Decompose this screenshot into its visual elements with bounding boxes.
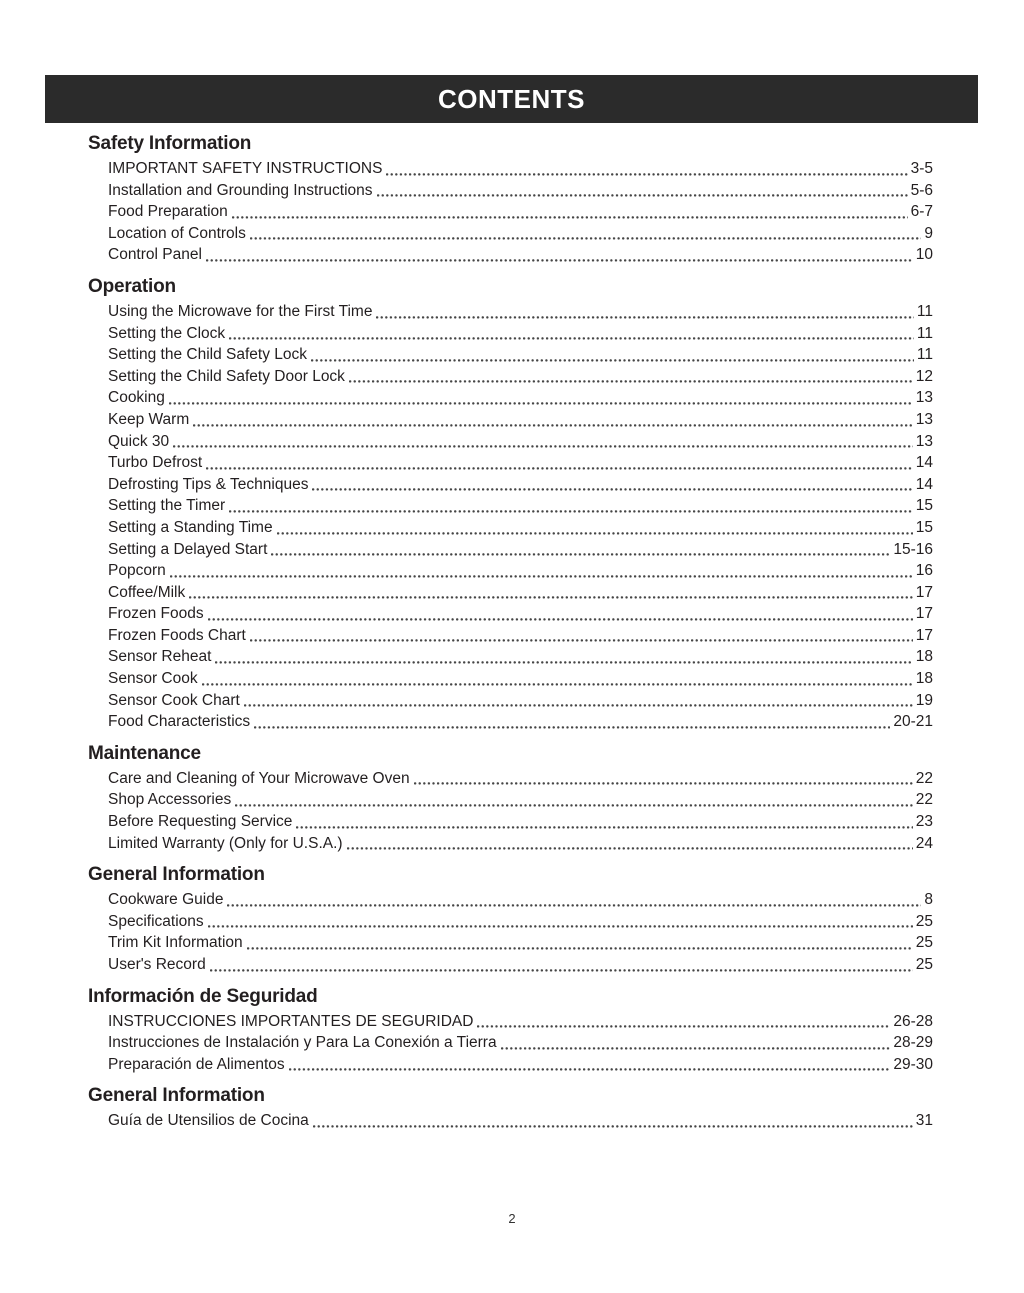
toc-entry-label: Trim Kit Information [108,934,243,952]
dotted-leader [225,323,917,345]
toc-section [88,985,933,1076]
toc-entry-label: Control Panel [108,246,202,264]
toc-entry [88,911,933,933]
dotted-leader [345,366,916,388]
toc-entry [88,180,933,202]
toc-section [88,742,933,854]
dotted-leader [273,517,916,539]
toc-entry [88,366,933,388]
toc-entry-page-number: 8 [924,891,933,909]
toc-entry-label: Sensor Cook [108,670,198,688]
dotted-leader [166,560,916,582]
toc-entry-page-number: 15 [915,518,933,536]
toc-entry [88,517,933,539]
dotted-leader [243,932,916,954]
toc-entry-label: Before Requesting Service [108,813,293,831]
toc-entry [88,387,933,409]
toc-entry-page-number: 3-5 [910,160,933,177]
toc-entry [88,1054,933,1076]
toc-entry-label: Setting the Child Safety Lock [108,346,308,364]
toc-entry-page-number: 9 [924,224,933,242]
dotted-leader [250,711,893,733]
toc-entry [88,646,933,668]
dotted-leader [309,1110,916,1132]
dotted-leader [211,646,915,668]
dotted-leader [231,789,916,811]
toc-entry-page-number: 31 [915,1112,933,1130]
toc-entry-page-number: 23 [915,813,933,831]
dotted-leader [165,387,916,409]
toc-entry [88,201,933,223]
dotted-leader [202,244,916,266]
toc-entry-label: Installation and Grounding Instructions [108,181,373,199]
toc-entry-label: Turbo Defrost [108,454,203,472]
toc-entry [88,223,933,245]
dotted-leader [292,811,915,833]
dotted-leader [410,768,916,790]
toc-entry-page-number: 14 [915,454,933,472]
contents-header-bar [45,75,978,123]
toc-entry [88,409,933,431]
toc-entry [88,244,933,266]
toc-entry-page-number: 17 [915,626,933,644]
toc-entry-page-number: 25 [915,956,933,973]
dotted-leader [223,889,924,911]
dotted-leader [225,495,916,517]
toc-entry-page-number: 5-6 [910,181,933,199]
toc-entry-page-number: 28-29 [893,1034,933,1052]
toc-entry-label: Sensor Cook Chart [108,691,240,709]
toc-entry-page-number: 17 [915,605,933,623]
toc-entry [88,431,933,453]
toc-entry-label: Food Characteristics [108,713,251,731]
toc-entry-page-number: 15 [915,497,933,515]
dotted-leader [185,582,916,604]
toc-entry-page-number: 13 [915,389,933,407]
toc-entry-page-number: 25 [915,934,933,952]
toc-entry-label: Setting the Clock [108,324,226,342]
toc-entry-page-number: 10 [915,246,933,264]
toc-entry-label: Shop Accessories [108,791,232,809]
toc-entry-page-number: 11 [916,302,933,320]
toc-entry [88,833,933,855]
toc-section [88,863,933,975]
toc-entry-label: Setting the Timer [108,497,226,515]
toc-entry-page-number: 13 [915,432,933,450]
toc-entry-label: Setting the Child Safety Door Lock [108,367,345,385]
toc-entry [88,1110,933,1132]
toc-entry-label: Cooking [108,389,165,407]
toc-entry [88,323,933,345]
toc-entry-label: Popcorn [108,562,166,580]
dotted-leader [343,833,916,855]
section-heading: Operation [88,275,176,297]
toc-entry-label: Specifications [108,912,204,930]
toc-entry [88,582,933,604]
toc-entry-page-number: 26-28 [893,1012,933,1030]
table-of-contents [88,132,933,1132]
toc-entry-page-number: 11 [916,324,933,342]
toc-entry-label: Food Preparation [108,203,228,221]
toc-entry-label: Setting a Standing Time [108,518,273,536]
dotted-leader [473,1011,893,1033]
toc-entry-page-number: 22 [915,769,933,787]
toc-entry-label: Keep Warm [108,410,190,428]
toc-entry-page-number: 15-16 [893,540,933,558]
dotted-leader [497,1032,894,1054]
dotted-leader [169,431,916,453]
dotted-leader [382,158,910,180]
dotted-leader [204,911,916,933]
toc-entry-page-number: 6-7 [910,203,933,221]
dotted-leader [189,409,915,431]
dotted-leader [198,668,916,690]
toc-entry [88,474,933,496]
toc-entry-page-number: 20-21 [893,713,933,731]
toc-entry-label: Quick 30 [108,432,170,450]
dotted-leader [206,954,916,976]
toc-entry [88,560,933,582]
toc-entry-label: Instrucciones de Instalación y Para La Conexión a Tierra [108,1034,497,1052]
dotted-leader [267,539,893,561]
toc-entry-page-number: 24 [915,834,933,852]
toc-entry [88,344,933,366]
toc-entry-label: Preparación de Alimentos [108,1055,285,1073]
dotted-leader [285,1054,894,1076]
toc-entry-label: IMPORTANT SAFETY INSTRUCTIONS [108,160,383,177]
toc-entry-label: Coffee/Milk [108,583,186,601]
dotted-leader [240,690,916,712]
toc-entry-label: User's Record [108,956,206,973]
toc-entry-label: Using the Microwave for the First Time [108,302,373,320]
toc-entry [88,495,933,517]
toc-entry [88,539,933,561]
toc-entry [88,789,933,811]
toc-entry [88,158,933,180]
toc-entry [88,603,933,625]
toc-entry [88,811,933,833]
toc-section [88,132,933,266]
toc-entry [88,301,933,323]
dotted-leader [246,223,925,245]
toc-entry [88,889,933,911]
toc-entry-page-number: 12 [915,367,933,385]
toc-entry-page-number: 19 [915,691,933,709]
toc-entry-page-number: 25 [915,912,933,930]
toc-entry-label: Frozen Foods Chart [108,626,246,644]
toc-entry-label: Defrosting Tips & Techniques [108,475,309,493]
toc-section [88,1084,933,1132]
toc-entry [88,625,933,647]
toc-entry-page-number: 18 [915,670,933,688]
dotted-leader [228,201,911,223]
toc-entry-label: Limited Warranty (Only for U.S.A.) [108,834,343,852]
dotted-leader [373,180,911,202]
toc-entry [88,452,933,474]
toc-entry [88,1032,933,1054]
toc-entry-page-number: 16 [915,562,933,580]
toc-entry-label: Guía de Utensilios de Cocina [108,1112,309,1130]
section-heading: Maintenance [88,742,201,764]
dotted-leader [246,625,916,647]
toc-entry-page-number: 22 [915,791,933,809]
dotted-leader [202,452,916,474]
toc-entry-label: Cookware Guide [108,891,224,909]
toc-entry [88,711,933,733]
section-heading: General Information [88,1085,265,1107]
toc-entry-page-number: 17 [915,583,933,601]
toc-entry-page-number: 18 [915,648,933,666]
toc-entry-label: Sensor Reheat [108,648,212,666]
toc-entry-label: Location of Controls [108,224,246,242]
section-heading: General Information [88,864,265,886]
dotted-leader [372,301,916,323]
dotted-leader [307,344,917,366]
toc-entry [88,668,933,690]
toc-entry-label: INSTRUCCIONES IMPORTANTES DE SEGURIDAD [108,1012,474,1030]
dotted-leader [204,603,916,625]
toc-entry [88,690,933,712]
toc-section [88,275,933,733]
toc-entry-page-number: 13 [915,410,933,428]
toc-entry-page-number: 11 [916,346,933,364]
page-title: CONTENTS [438,83,585,114]
toc-entry-label: Setting a Delayed Start [108,540,268,558]
toc-entry-page-number: 14 [915,475,933,493]
footer-page-number: 2 [508,1211,516,1226]
toc-entry [88,1011,933,1033]
toc-entry-page-number: 29-30 [893,1055,933,1073]
toc-entry-label: Frozen Foods [108,605,204,623]
toc-entry [88,954,933,976]
section-heading: Safety Information [88,133,252,154]
toc-entry-label: Care and Cleaning of Your Microwave Oven [108,769,410,787]
section-heading: Información de Seguridad [88,985,318,1007]
toc-entry [88,932,933,954]
toc-entry [88,768,933,790]
dotted-leader [308,474,915,496]
